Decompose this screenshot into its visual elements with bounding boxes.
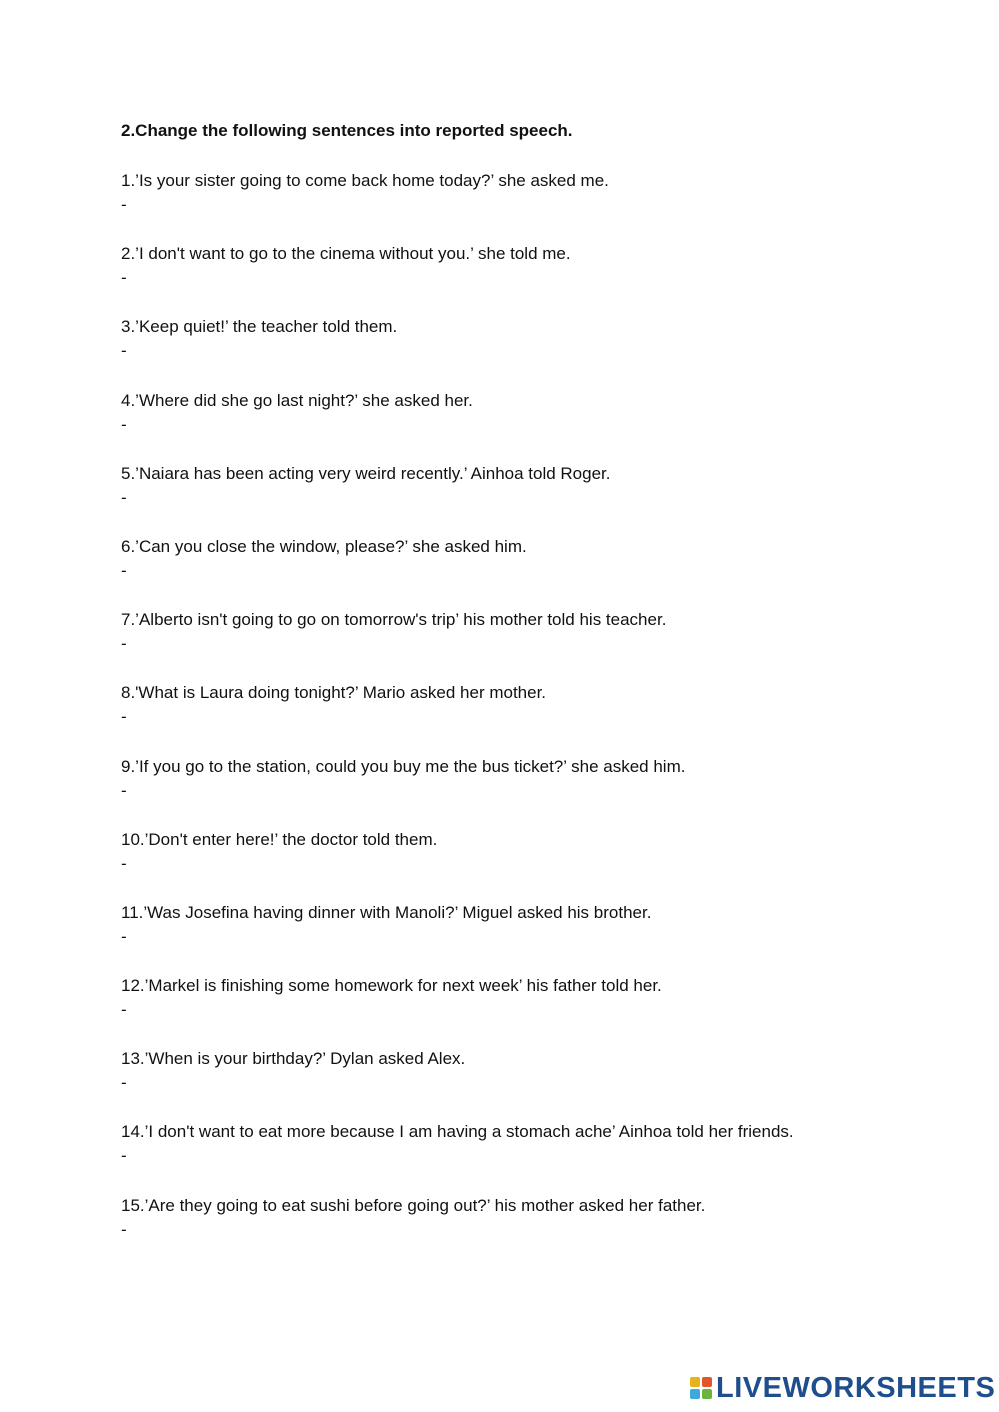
exercise-item — [121, 243, 921, 316]
exercise-sentence: 15.’Are they going to eat sushi before going out?’ his mother asked her father. — [121, 1195, 706, 1215]
answer-line[interactable]: - — [121, 780, 127, 800]
exercise-item — [121, 1195, 921, 1268]
answer-line[interactable]: - — [121, 560, 127, 580]
answer-line[interactable]: - — [121, 853, 127, 873]
logo-square-red — [702, 1377, 712, 1387]
exercise-sentence: 9.’If you go to the station, could you buy me the bus ticket?’ she asked him. — [121, 756, 686, 776]
answer-line[interactable]: - — [121, 1219, 127, 1239]
exercise-heading: 2.Change the following sentences into reported speech. — [121, 121, 573, 140]
exercise-sentence: 8.'What is Laura doing tonight?’ Mario asked her mother. — [121, 683, 547, 703]
liveworksheets-logo-icon — [690, 1377, 712, 1399]
exercise-sentence: 1.’Is your sister going to come back home today?’ she asked me. — [121, 171, 609, 190]
exercise-sentence: 2.’I don't want to go to the cinema without you.’ she told me. — [121, 244, 571, 264]
exercise-item — [121, 170, 921, 243]
exercise-sentence: 7.’Alberto isn't going to go on tomorrow's trip’ his mother told his teacher. — [121, 610, 667, 630]
exercise-sentence: 6.’Can you close the window, please?’ she asked him. — [121, 536, 527, 556]
answer-line[interactable]: - — [121, 1073, 127, 1093]
exercise-sentence: 3.’Keep quiet!’ the teacher told them. — [121, 317, 398, 337]
exercise-item — [121, 316, 921, 389]
exercise-sentence: 5.’Naiara has been acting very weird recently.’ Ainhoa told Roger. — [121, 463, 611, 483]
liveworksheets-logo[interactable] — [690, 1372, 995, 1404]
answer-line[interactable]: - — [121, 1000, 127, 1020]
logo-square-yellow — [690, 1377, 700, 1387]
exercise-item — [121, 1121, 921, 1194]
exercise-item — [121, 829, 921, 902]
exercise-item — [121, 390, 921, 463]
exercise-item — [121, 536, 921, 609]
exercise-sentence: 13.’When is your birthday?’ Dylan asked Alex. — [121, 1049, 466, 1069]
exercise-item — [121, 463, 921, 536]
exercise-sentence: 12.’Markel is finishing some homework for next week’ his father told her. — [121, 976, 662, 996]
answer-line[interactable]: - — [121, 707, 127, 727]
exercise-item — [121, 902, 921, 975]
answer-line[interactable]: - — [121, 268, 127, 288]
answer-line[interactable]: - — [121, 414, 127, 434]
exercise-item — [121, 682, 921, 755]
exercise-item — [121, 756, 921, 829]
answer-line[interactable]: - — [121, 634, 127, 654]
exercise-item — [121, 975, 921, 1048]
exercise-item — [121, 609, 921, 682]
exercise-sentence: 11.’Was Josefina having dinner with Manoli?’ Miguel asked his brother. — [121, 902, 652, 922]
exercise-sentence: 4.’Where did she go last night?’ she asked her. — [121, 390, 473, 410]
answer-line[interactable]: - — [121, 487, 127, 507]
exercise-sentence: 14.’I don't want to eat more because I am having a stomach ache’ Ainhoa told her friends. — [121, 1122, 794, 1142]
answer-line[interactable]: - — [121, 341, 127, 361]
exercise-sentence: 10.’Don't enter here!’ the doctor told them. — [121, 829, 438, 849]
answer-line[interactable]: - — [121, 926, 127, 946]
exercise-item — [121, 1048, 921, 1121]
exercise-list — [121, 170, 921, 1268]
logo-text: LIVEWORKSHEETS — [716, 1372, 996, 1404]
logo-square-green — [702, 1389, 712, 1399]
answer-line[interactable]: - — [121, 195, 127, 214]
logo-square-blue — [690, 1389, 700, 1399]
answer-line[interactable]: - — [121, 1146, 127, 1166]
